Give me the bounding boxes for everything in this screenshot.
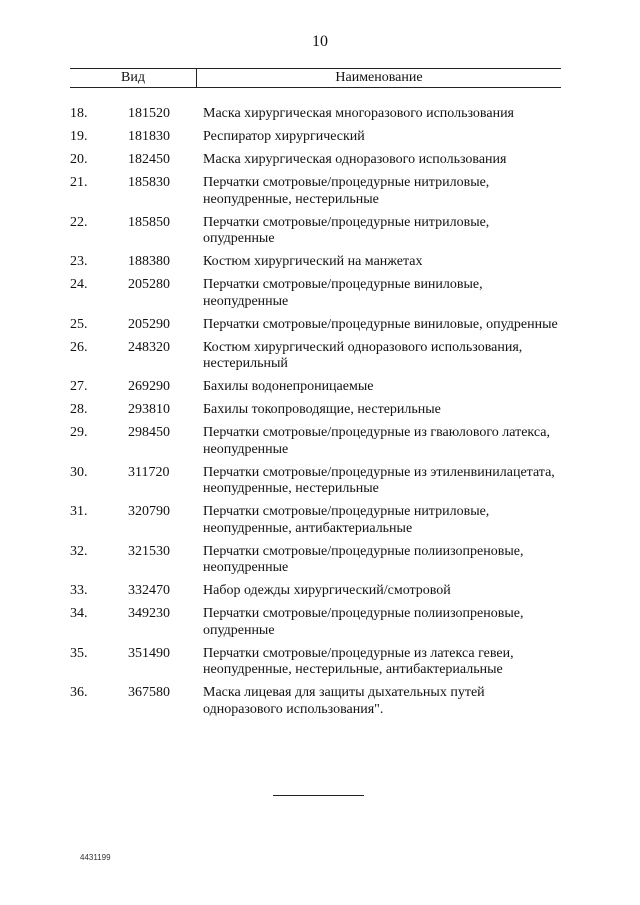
row-name: Перчатки смотровые/процедурные из латекса гевеи, неопудренные, нестерильные, антибактериальные — [203, 645, 514, 677]
row-name: Бахилы водонепроницаемые — [203, 379, 374, 394]
row-name: Перчатки смотровые/процедурные полиизопреновые, опудренные — [203, 606, 524, 638]
table-row — [0, 425, 640, 458]
row-name: Набор одежды хирургический/смотровой — [203, 583, 451, 598]
row-number: 31. — [70, 504, 88, 519]
row-number: 25. — [70, 316, 88, 332]
row-name: Перчатки смотровые/процедурные из гваюлового латекса, неопудренные — [203, 425, 550, 457]
row-code: 185830 — [128, 175, 170, 190]
row-number: 19. — [70, 129, 88, 144]
table-row — [0, 106, 640, 123]
row-name: Перчатки смотровые/процедурные полиизопреновые, неопудренные — [203, 543, 524, 575]
row-name: Маска хирургическая многоразового использования — [203, 106, 514, 121]
row-code: 320790 — [128, 504, 170, 519]
row-name: Маска хирургическая одноразового использования — [203, 152, 507, 167]
row-number: 20. — [70, 152, 88, 167]
row-name: Перчатки смотровые/процедурные нитриловые, неопудренные, антибактериальные — [203, 504, 490, 536]
table-row — [0, 340, 640, 373]
row-number: 23. — [70, 254, 88, 269]
row-code: 321530 — [128, 543, 170, 559]
row-code: 293810 — [128, 402, 170, 417]
table-row — [0, 129, 640, 146]
row-code: 188380 — [128, 254, 170, 269]
row-number: 21. — [70, 175, 88, 190]
row-number: 34. — [70, 606, 88, 621]
row-code: 311720 — [128, 464, 170, 480]
row-name: Бахилы токопроводящие, нестерильные — [203, 402, 441, 417]
column-header-vid: Вид — [121, 70, 145, 85]
row-code: 205290 — [128, 316, 170, 332]
row-code: 181830 — [128, 129, 170, 144]
row-name: Перчатки смотровые/процедурные нитриловые, опудренные — [203, 214, 490, 246]
table-row — [0, 175, 640, 208]
row-code: 349230 — [128, 606, 170, 621]
table-row — [0, 152, 640, 169]
table-row — [0, 277, 640, 310]
document-code: 4431199 — [80, 853, 111, 862]
table-row — [0, 254, 640, 271]
table-row — [0, 606, 640, 639]
table-body — [0, 106, 640, 725]
row-code: 185850 — [128, 214, 170, 230]
row-number: 32. — [70, 543, 88, 559]
table-row — [0, 685, 640, 718]
row-code: 248320 — [128, 339, 170, 355]
table-row — [0, 317, 640, 334]
table-row — [0, 583, 640, 600]
row-name: Респиратор хирургический — [203, 129, 365, 144]
row-number: 27. — [70, 379, 88, 394]
row-code: 332470 — [128, 583, 170, 598]
footer-divider — [273, 795, 364, 796]
row-code: 182450 — [128, 152, 170, 167]
row-code: 181520 — [128, 106, 170, 121]
row-number: 24. — [70, 277, 88, 292]
row-code: 351490 — [128, 645, 170, 661]
row-number: 26. — [70, 339, 88, 355]
table-row — [0, 465, 640, 498]
row-number: 28. — [70, 402, 88, 417]
row-number: 36. — [70, 685, 88, 700]
row-name: Перчатки смотровые/процедурные виниловые, опудренные — [203, 316, 558, 332]
row-name: Маска лицевая для защиты дыхательных путей одноразового использования". — [203, 685, 485, 717]
row-number: 18. — [70, 106, 88, 121]
table-row — [0, 379, 640, 396]
row-code: 367580 — [128, 685, 170, 700]
row-name: Костюм хирургический одноразового использования, нестерильный — [203, 339, 523, 371]
row-code: 205280 — [128, 277, 170, 292]
row-name: Костюм хирургический на манжетах — [203, 254, 423, 269]
row-code: 298450 — [128, 425, 170, 440]
row-number: 33. — [70, 583, 88, 598]
table-row — [0, 504, 640, 537]
table-header — [70, 68, 561, 88]
row-number: 22. — [70, 214, 88, 230]
row-number: 29. — [70, 425, 88, 440]
row-name: Перчатки смотровые/процедурные виниловые, неопудренные — [203, 277, 483, 309]
row-code: 269290 — [128, 379, 170, 394]
column-header-name: Наименование — [335, 70, 423, 85]
row-number: 30. — [70, 464, 88, 480]
table-row — [0, 544, 640, 577]
row-name: Перчатки смотровые/процедурные нитриловые, неопудренные, нестерильные — [203, 175, 490, 207]
table-row — [0, 402, 640, 419]
row-number: 35. — [70, 645, 88, 661]
page-number: 10 — [312, 33, 328, 50]
table-row — [0, 646, 640, 679]
row-name: Перчатки смотровые/процедурные из этиленвинилацетата, неопудренные, нестерильные — [203, 464, 555, 496]
table-row — [0, 215, 640, 248]
